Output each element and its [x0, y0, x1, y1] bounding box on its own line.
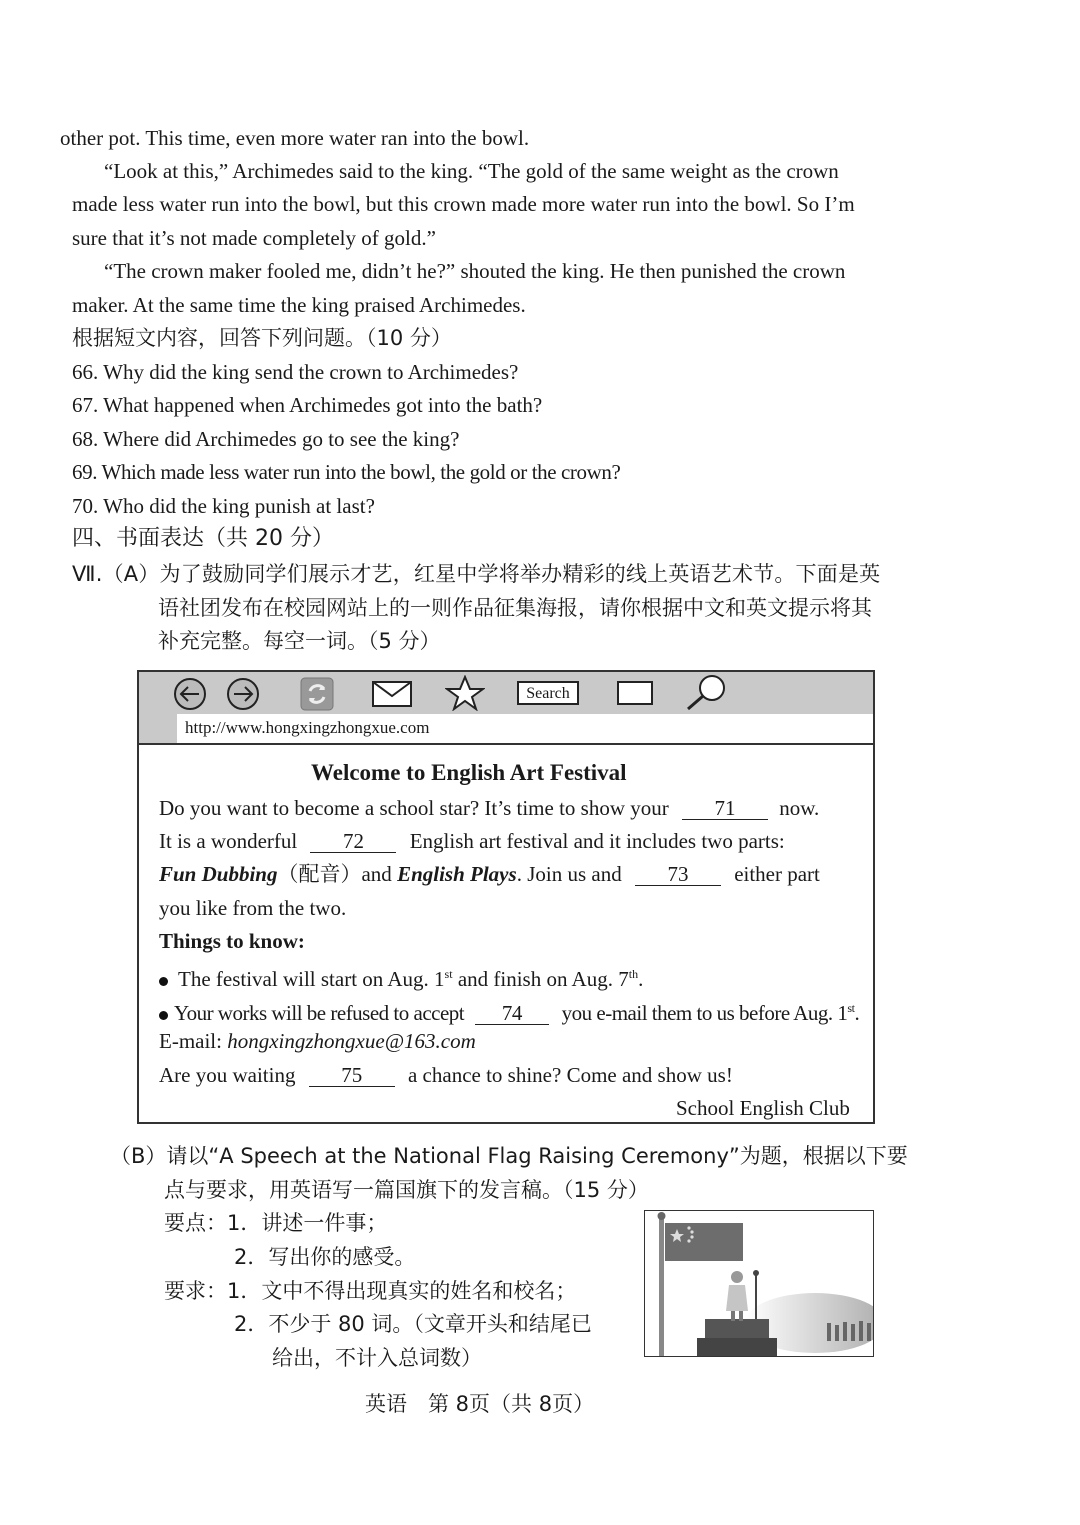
- blank-73[interactable]: 73: [635, 863, 721, 886]
- part-a-instruction: 语社团发布在校园网站上的一则作品征集海报，请你根据中文和英文提示将其: [158, 596, 872, 620]
- poster-line-4: you like from the two.: [159, 896, 347, 920]
- blank-75[interactable]: 75: [309, 1064, 395, 1087]
- question-66: 66. Why did the king send the crown to Archimedes?: [72, 360, 519, 384]
- part-a-instruction: Ⅶ.（A）为了鼓励同学们展示才艺，红星中学将举办精彩的线上英语艺术节。下面是英: [72, 562, 881, 586]
- poster-line-2: It is a wonderful 72 English art festival and it includes two parts:: [159, 829, 785, 853]
- bullet-icon: [159, 1011, 168, 1020]
- url-text: http://www.hongxingzhongxue.com: [185, 718, 430, 737]
- poster-line-5: Are you waiting 75 a chance to shine? Come and show us!: [159, 1063, 733, 1087]
- poster-bullet-2: Your works will be refused to accept 74 you e-mail them to us before Aug. 1st.: [159, 995, 859, 1026]
- part-b-requirement-2: 2．不少于 80 词。（文章开头和结尾已: [234, 1312, 592, 1336]
- poster-line-3: Fun Dubbing（配音）and English Plays. Join us and 73 either part: [159, 862, 820, 886]
- question-70: 70. Who did the king punish at last?: [72, 494, 375, 518]
- browser-toolbar: [139, 672, 873, 715]
- part-b-instruction: 点与要求，用英语写一篇国旗下的发言稿。（15 分）: [164, 1178, 649, 1202]
- poster-email-line: E-mail: hongxingzhongxue@163.com: [159, 1029, 476, 1053]
- section-title: 四、书面表达（共 20 分）: [72, 526, 334, 551]
- part-b-points: 要点：1．讲述一件事；: [164, 1211, 388, 1235]
- question-67: 67. What happened when Archimedes got into the bath?: [72, 393, 543, 417]
- part-b-point-2: 2．写出你的感受。: [234, 1245, 416, 1269]
- back-arrow-icon[interactable]: [172, 677, 208, 711]
- window-icon[interactable]: [617, 681, 653, 705]
- question-69: 69. Which made less water run into the bowl, the gold or the crown?: [72, 460, 621, 484]
- refresh-icon[interactable]: [300, 677, 334, 711]
- address-bar[interactable]: [139, 714, 873, 745]
- part-b-requirements: 要求：1．文中不得出现真实的姓名和校名；: [164, 1279, 577, 1303]
- part-b-requirement-2-cont: 给出，不计入总词数）: [272, 1346, 482, 1370]
- search-button[interactable]: Search: [517, 681, 579, 705]
- passage-line: made less water run into the bowl, but this crown made more water run into the bowl. So I’m: [72, 192, 855, 216]
- blank-71[interactable]: 71: [682, 797, 768, 820]
- passage-line: “Look at this,” Archimedes said to the king. “The gold of the same weight as the crown: [104, 159, 839, 183]
- browser-poster: [137, 670, 875, 1124]
- passage-line: maker. At the same time the king praised Archimedes.: [72, 293, 526, 317]
- things-to-know-heading: Things to know:: [159, 929, 305, 953]
- part-b-instruction: （B）请以“A Speech at the National Flag Raising Ceremony”为题，根据以下要: [110, 1144, 908, 1168]
- passage-line: sure that it’s not made completely of gold.”: [72, 226, 436, 250]
- blank-72[interactable]: 72: [310, 830, 396, 853]
- mail-icon[interactable]: [372, 681, 412, 707]
- star-icon[interactable]: [445, 675, 485, 711]
- bullet-icon: [159, 977, 168, 986]
- page-footer: 英语 第 8页（共 8页）: [365, 1392, 595, 1416]
- poster-title: Welcome to English Art Festival: [311, 760, 627, 785]
- passage-line: other pot. This time, even more water ran into the bowl.: [60, 126, 530, 150]
- passage-line: “The crown maker fooled me, didn’t he?” shouted the king. He then punished the crown: [104, 259, 846, 283]
- flag-ceremony-image: [644, 1210, 874, 1357]
- blank-74[interactable]: 74: [475, 1002, 549, 1025]
- questions-instruction: 根据短文内容，回答下列问题。（10 分）: [72, 326, 452, 350]
- poster-line-1: Do you want to become a school star? It’s time to show your 71 now.: [159, 796, 820, 820]
- flag-ceremony-illustration: [645, 1211, 874, 1357]
- forward-arrow-icon[interactable]: [225, 677, 261, 711]
- email-address[interactable]: hongxingzhongxue@163.com: [227, 1029, 476, 1053]
- part-a-instruction: 补充完整。每空一词。（5 分）: [158, 629, 441, 653]
- poster-bullet-1: The festival will start on Aug. 1st and finish on Aug. 7th.: [159, 961, 643, 992]
- magnifier-icon[interactable]: [685, 674, 729, 712]
- poster-signature: School English Club: [676, 1096, 850, 1120]
- question-68: 68. Where did Archimedes go to see the king?: [72, 427, 460, 451]
